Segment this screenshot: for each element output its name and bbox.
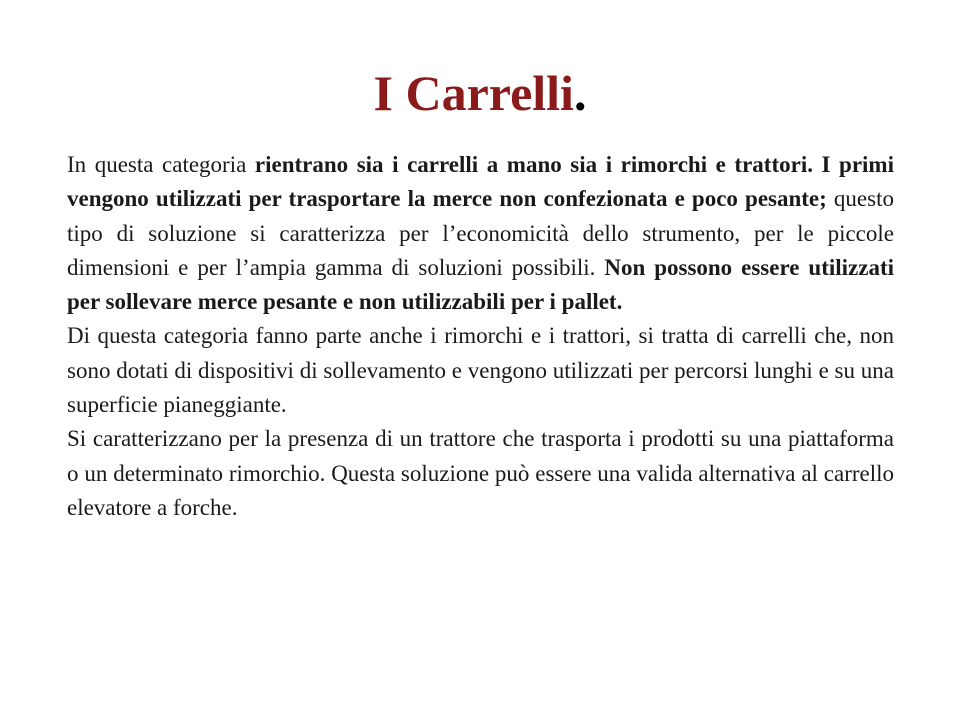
paragraph-3 <box>67 422 894 525</box>
slide-title <box>0 62 960 124</box>
paragraph-2 <box>67 319 894 422</box>
run-bold: Non possono essere utilizzati per sollevare merce pesante e non utilizzabili per i pallet. <box>67 254 895 315</box>
paragraph-1 <box>67 148 894 319</box>
run-text: Si caratterizzano per la presenza di un trattore che trasporta i prodotti su una piattaforma o un determinato rimorchio. Questa soluzione può essere una valida alternativa al carrello elevatore a forche. <box>67 426 894 520</box>
slide-title-text: I Carrelli <box>373 65 574 121</box>
slide-title-period: . <box>573 65 587 121</box>
run-text: In questa categoria <box>67 152 255 177</box>
run-text: Di questa categoria fanno parte anche i rimorchi e i trattori, si tratta di carrelli che, non sono dotati di dispositivi di sollevamento e vengono utilizzati per percorsi lunghi e su una superficie pianeggiante. <box>67 323 894 418</box>
run-text: questo tipo di soluzione si caratterizza per l’economicità dello strumento, per le piccole dimensioni e per l’ampia gamma di soluzioni possibili. <box>67 186 894 280</box>
slide-body <box>67 148 894 525</box>
run-bold: rientrano sia i carrelli a mano sia i rimorchi e trattori. I primi vengono utilizzati per trasportare la merce non confezionata e poco pesante; <box>67 152 894 212</box>
